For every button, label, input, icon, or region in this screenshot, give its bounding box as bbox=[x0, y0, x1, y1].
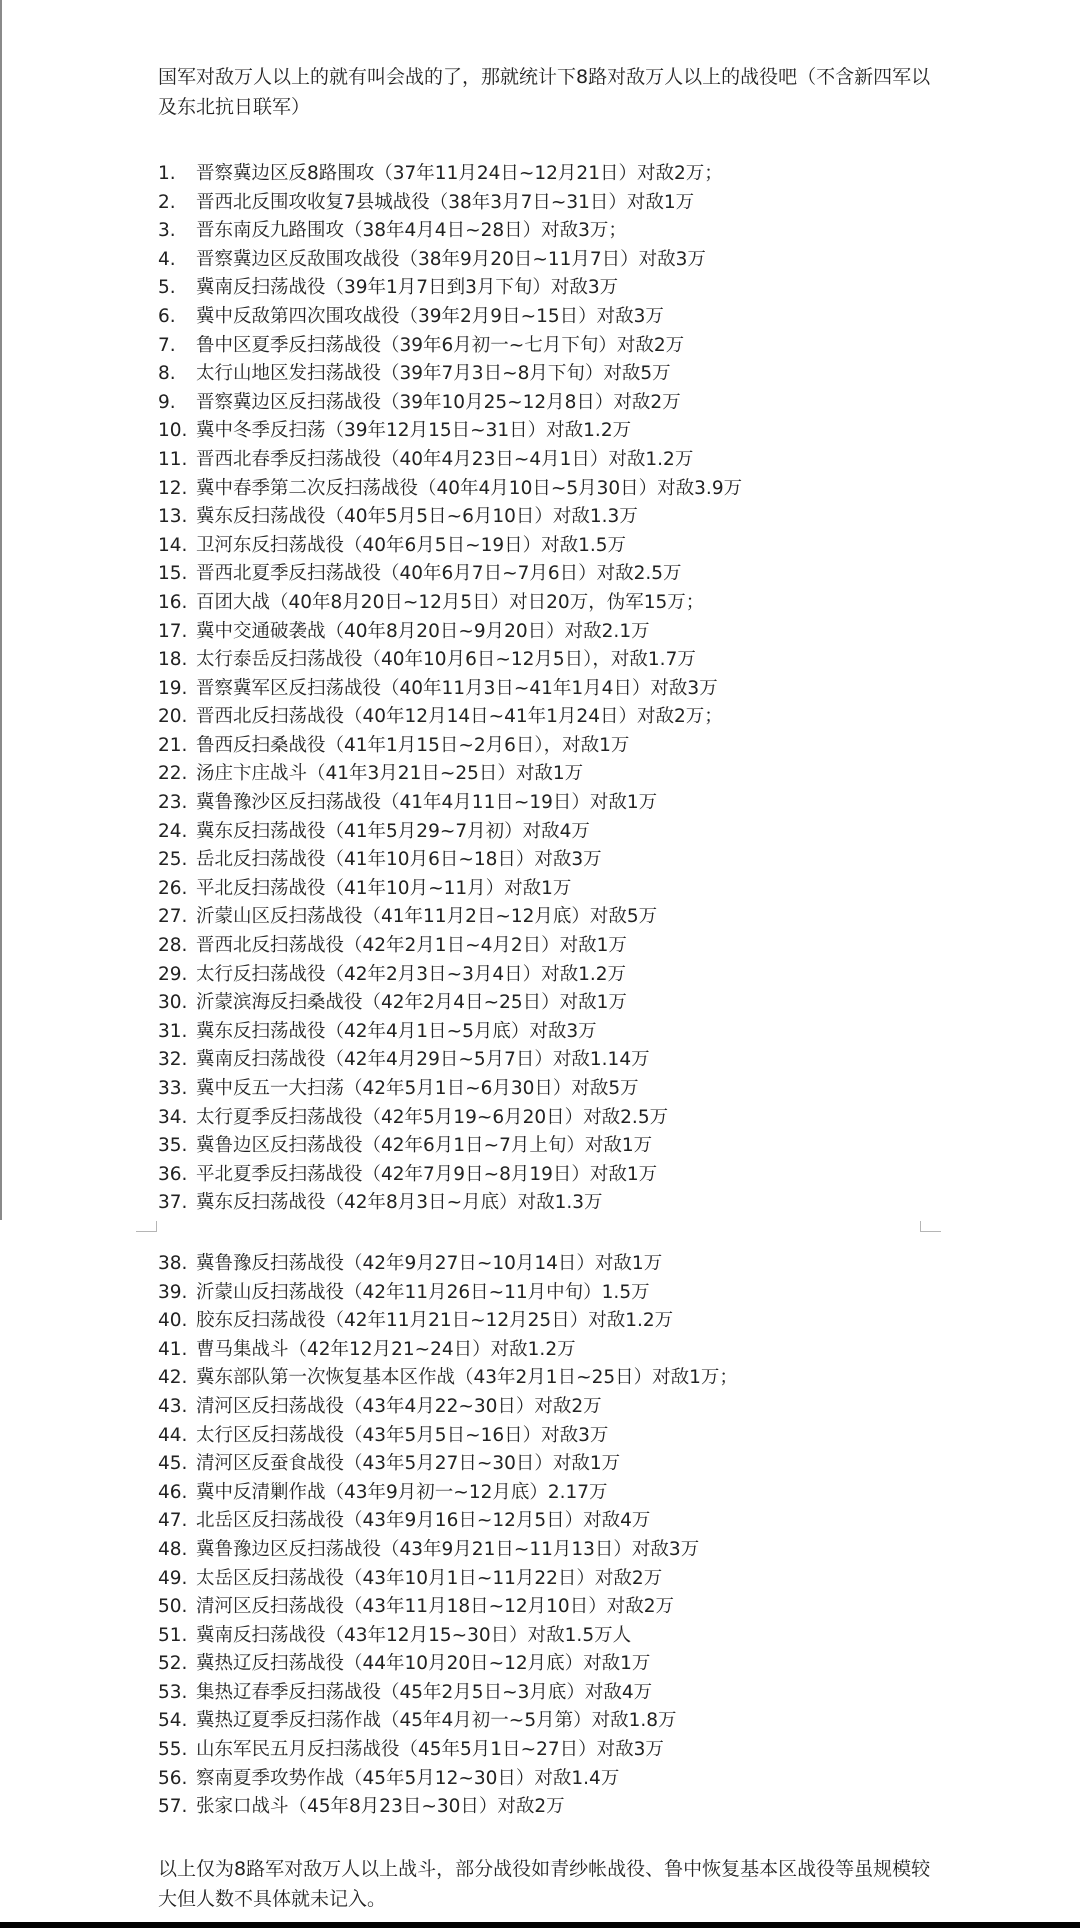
list-item-number: 51. bbox=[158, 1624, 188, 1646]
list-item-number: 1. bbox=[158, 163, 176, 184]
list-item-number: 39. bbox=[158, 1281, 188, 1303]
list-item bbox=[158, 446, 948, 475]
list-item bbox=[158, 903, 948, 932]
list-item bbox=[158, 1364, 948, 1393]
list-item-number: 42. bbox=[158, 1367, 188, 1389]
list-item-number: 20. bbox=[158, 706, 188, 728]
list-item-number: 33. bbox=[158, 1078, 188, 1099]
list-item bbox=[158, 560, 948, 589]
list-item-number: 3. bbox=[158, 220, 176, 242]
list-item-number: 54. bbox=[158, 1710, 188, 1732]
list-item-number: 38. bbox=[158, 1252, 188, 1274]
list-item-number: 11. bbox=[158, 448, 188, 470]
list-item-text: 冀中反清剿作战（43年9月初一~12月底）2.17万 bbox=[196, 1481, 608, 1503]
list-item-number: 27. bbox=[158, 906, 188, 928]
list-item-text: 百团大战（40年8月20日~12月5日）对日20万，伪军15万； bbox=[196, 591, 705, 613]
list-item-number: 24. bbox=[158, 820, 188, 842]
list-item-text: 晋察冀边区反扫荡战役（39年10月25~12月8日）对敌2万 bbox=[196, 391, 681, 413]
list-item-number: 28. bbox=[158, 935, 188, 957]
list-item-number: 14. bbox=[158, 534, 188, 556]
list-item-text: 冀东反扫荡战役（42年8月3日~月底）对敌1.3万 bbox=[196, 1192, 603, 1214]
list-item bbox=[158, 589, 948, 618]
left-edge-line bbox=[0, 0, 2, 1220]
list-item bbox=[158, 1650, 948, 1679]
list-item-text: 冀南反扫荡战役（43年12月15~30日）对敌1.5万人 bbox=[196, 1624, 632, 1646]
list-item bbox=[158, 675, 948, 704]
list-item-number: 15. bbox=[158, 563, 188, 585]
list-item-text: 冀中交通破袭战（40年8月20日~9月20日）对敌2.1万 bbox=[196, 620, 650, 642]
list-item-number: 19. bbox=[158, 677, 188, 699]
list-item-text: 鲁西反扫桑战役（41年1月15日~2月6日），对敌1万 bbox=[196, 734, 630, 756]
list-item bbox=[158, 1565, 948, 1594]
list-item-text: 冀中反敌第四次围攻战役（39年2月9日~15日）对敌3万 bbox=[196, 305, 664, 327]
list-item-number: 18. bbox=[158, 649, 188, 671]
list-item bbox=[158, 389, 948, 418]
list-item-text: 冀东反扫荡战役（40年5月5日~6月10日）对敌1.3万 bbox=[196, 506, 638, 528]
list-item-number: 40. bbox=[158, 1310, 188, 1332]
list-item-text: 沂蒙山区反扫荡战役（41年11月2日~12月底）对敌5万 bbox=[196, 906, 658, 928]
list-item-number: 52. bbox=[158, 1653, 188, 1675]
list-item-number: 29. bbox=[158, 963, 188, 985]
list-item bbox=[158, 1189, 948, 1218]
list-item bbox=[158, 1018, 948, 1047]
list-item-text: 曹马集战斗（42年12月21~24日）对敌1.2万 bbox=[196, 1338, 576, 1360]
list-item-text: 沂蒙山反扫荡战役（42年11月26日~11月中旬）1.5万 bbox=[196, 1281, 650, 1303]
list-item bbox=[158, 1450, 948, 1479]
list-item-text: 冀中春季第二次反扫荡战役（40年4月10日~5月30日）对敌3.9万 bbox=[196, 477, 743, 499]
list-item-text: 冀南反扫荡战役（42年4月29日~5月7日）对敌1.14万 bbox=[196, 1049, 650, 1071]
list-item-number: 45. bbox=[158, 1453, 188, 1475]
list-item-text: 张家口战斗（45年8月23日~30日）对敌2万 bbox=[196, 1796, 565, 1818]
list-item-number: 5. bbox=[158, 277, 176, 299]
document-body bbox=[158, 62, 948, 1914]
list-item bbox=[158, 818, 948, 847]
list-item-text: 太行夏季反扫荡战役（42年5月19~6月20日）对敌2.5万 bbox=[196, 1106, 669, 1128]
list-item-text: 冀鲁边区反扫荡战役（42年6月1日~7月上旬）对敌1万 bbox=[196, 1135, 653, 1157]
list-item-text: 岳北反扫荡战役（41年10月6日~18日）对敌3万 bbox=[196, 849, 602, 871]
list-item-text: 汤庄卞庄战斗（41年3月21日~25日）对敌1万 bbox=[196, 763, 584, 785]
list-item-number: 37. bbox=[158, 1192, 188, 1214]
list-item-number: 47. bbox=[158, 1510, 188, 1532]
list-item bbox=[158, 1793, 948, 1822]
list-item-text: 清河区反蚕食战役（43年5月27日~30日）对敌1万 bbox=[196, 1453, 621, 1475]
list-item-number: 8. bbox=[158, 363, 176, 385]
list-item-text: 晋西北夏季反扫荡战役（40年6月7日~7月6日）对敌2.5万 bbox=[196, 563, 682, 585]
list-item-number: 56. bbox=[158, 1767, 188, 1789]
list-item-text: 集热辽春季反扫荡战役（45年2月5日~3月底）对敌4万 bbox=[196, 1681, 653, 1703]
list-item bbox=[158, 875, 948, 904]
list-item-text: 冀鲁豫反扫荡战役（42年9月27日~10月14日）对敌1万 bbox=[196, 1252, 663, 1274]
list-item-number: 36. bbox=[158, 1163, 188, 1185]
list-item-number: 30. bbox=[158, 992, 188, 1014]
list-item-number: 7. bbox=[158, 334, 176, 356]
outro-paragraph: 以上仅为8路军对敌万人以上战斗，部分战役如青纱帐战役、鲁中恢复基本区战役等虽规模较大但人数不具体就未记入。 bbox=[158, 1857, 931, 1910]
list-item-text: 平北夏季反扫荡战役（42年7月9日~8月19日）对敌1万 bbox=[196, 1163, 658, 1185]
list-item-text: 晋西北反围攻收复7县城战役（38年3月7日~31日）对敌1万 bbox=[196, 191, 695, 213]
list-item bbox=[158, 332, 948, 361]
battle-list bbox=[158, 160, 948, 1822]
list-item-number: 26. bbox=[158, 877, 188, 899]
list-item bbox=[158, 1132, 948, 1161]
list-item-number: 49. bbox=[158, 1567, 188, 1589]
list-item-text: 山东军民五月反扫荡战役（45年5月1日~27日）对敌3万 bbox=[196, 1739, 664, 1761]
list-item-number: 55. bbox=[158, 1739, 188, 1761]
list-item-number: 25. bbox=[158, 849, 188, 871]
list-item-text: 太行山地区发扫荡战役（39年7月3日~8月下旬）对敌5万 bbox=[196, 363, 671, 385]
list-item-number: 35. bbox=[158, 1135, 188, 1157]
list-item bbox=[158, 417, 948, 446]
list-item-text: 北岳区反扫荡战役（43年9月16日~12月5日）对敌4万 bbox=[196, 1510, 651, 1532]
list-item bbox=[158, 961, 948, 990]
list-item bbox=[158, 1707, 948, 1736]
list-item-number: 22. bbox=[158, 763, 188, 785]
list-item bbox=[158, 360, 948, 389]
list-item-number: 9. bbox=[158, 391, 176, 413]
list-item bbox=[158, 1507, 948, 1536]
list-item-text: 冀热辽反扫荡战役（44年10月20日~12月底）对敌1万 bbox=[196, 1653, 651, 1675]
list-item-number: 12. bbox=[158, 477, 188, 499]
list-item bbox=[158, 532, 948, 561]
list-item-number: 10. bbox=[158, 420, 188, 442]
list-item bbox=[158, 1593, 948, 1622]
list-item-text: 晋察冀边区反敌围攻战役（38年9月20日~11月7日）对敌3万 bbox=[196, 248, 706, 270]
list-item-number: 21. bbox=[158, 734, 188, 756]
list-item-number: 41. bbox=[158, 1338, 188, 1360]
list-item bbox=[158, 1336, 948, 1365]
list-item-number: 34. bbox=[158, 1106, 188, 1128]
list-item-text: 冀热辽夏季反扫荡作战（45年4月初一~5月第）对敌1.8万 bbox=[196, 1710, 677, 1732]
list-item-text: 胶东反扫荡战役（42年11月21日~12月25日）对敌1.2万 bbox=[196, 1310, 674, 1332]
list-item-text: 冀中反五一大扫荡（42年5月1日~6月30日）对敌5万 bbox=[196, 1078, 639, 1099]
list-item bbox=[158, 1679, 948, 1708]
list-item bbox=[158, 1075, 948, 1104]
list-item-number: 50. bbox=[158, 1596, 188, 1618]
intro-paragraph: 国军对敌万人以上的就有叫会战的了，那就统计下8路对敌万人以上的战役吧（不含新四军以及东北抗日联军） bbox=[158, 66, 931, 118]
list-item-text: 晋西北春季反扫荡战役（40年4月23日~4月1日）对敌1.2万 bbox=[196, 448, 694, 470]
list-item bbox=[158, 789, 948, 818]
list-item bbox=[158, 1393, 948, 1422]
list-item bbox=[158, 1046, 948, 1075]
list-item-number: 57. bbox=[158, 1796, 188, 1818]
list-item-number: 23. bbox=[158, 792, 188, 814]
list-item bbox=[158, 1104, 948, 1133]
list-item-text: 清河区反扫荡战役（43年4月22~30日）对敌2万 bbox=[196, 1395, 602, 1417]
list-item-text: 晋察冀军区反扫荡战役（40年11月3日~41年1月4日）对敌3万 bbox=[196, 677, 718, 699]
list-item bbox=[158, 274, 948, 303]
list-item-text: 平北反扫荡战役（41年10月~11月）对敌1万 bbox=[196, 877, 572, 899]
list-item-number: 16. bbox=[158, 591, 188, 613]
page-corner-mark-left bbox=[136, 1221, 157, 1232]
list-item bbox=[158, 703, 948, 732]
list-item-text: 冀东反扫荡战役（41年5月29~7月初）对敌4万 bbox=[196, 820, 590, 842]
list-item-text: 冀中冬季反扫荡（39年12月15日~31日）对敌1.2万 bbox=[196, 420, 632, 442]
list-item-text: 太行区反扫荡战役（43年5月5日~16日）对敌3万 bbox=[196, 1424, 609, 1446]
list-item-text: 鲁中区夏季反扫荡战役（39年6月初一~七月下旬）对敌2万 bbox=[196, 334, 685, 356]
list-item-number: 53. bbox=[158, 1681, 188, 1703]
list-item-number: 4. bbox=[158, 248, 176, 270]
list-item-text: 晋察冀边区反8路围攻（37年11月24日~12月21日）对敌2万； bbox=[196, 163, 723, 184]
list-item-text: 晋西北反扫荡战役（42年2月1日~4月2日）对敌1万 bbox=[196, 935, 627, 957]
list-item-text: 晋东南反九路围攻（38年4月4日~28日）对敌3万； bbox=[196, 220, 627, 242]
list-item bbox=[158, 160, 948, 189]
list-item-text: 冀东部队第一次恢复基本区作战（43年2月1日~25日）对敌1万； bbox=[196, 1367, 738, 1389]
list-item-text: 察南夏季攻势作战（45年5月12~30日）对敌1.4万 bbox=[196, 1767, 620, 1789]
list-item-text: 冀鲁豫沙区反扫荡战役（41年4月11日~19日）对敌1万 bbox=[196, 792, 658, 814]
list-item-number: 6. bbox=[158, 305, 176, 327]
list-item bbox=[158, 760, 948, 789]
list-item bbox=[158, 1479, 948, 1508]
list-item-text: 太岳区反扫荡战役（43年10月1日~11月22日）对敌2万 bbox=[196, 1567, 663, 1589]
list-item bbox=[158, 732, 948, 761]
list-item-number: 32. bbox=[158, 1049, 188, 1071]
list-item bbox=[158, 217, 948, 246]
list-item-text: 太行反扫荡战役（42年2月3日~3月4日）对敌1.2万 bbox=[196, 963, 627, 985]
list-item-text: 冀南反扫荡战役（39年1月7日到3月下旬）对敌3万 bbox=[196, 277, 619, 299]
list-item bbox=[158, 303, 948, 332]
list-item bbox=[158, 1422, 948, 1451]
list-item-text: 清河区反扫荡战役（43年11月18日~12月10日）对敌2万 bbox=[196, 1596, 674, 1618]
list-item bbox=[158, 1622, 948, 1651]
list-item bbox=[158, 618, 948, 647]
list-item bbox=[158, 246, 948, 275]
list-item-number: 43. bbox=[158, 1395, 188, 1417]
list-item-number: 13. bbox=[158, 506, 188, 528]
list-item bbox=[158, 503, 948, 532]
list-item-number: 2. bbox=[158, 191, 176, 213]
list-item bbox=[158, 1161, 948, 1190]
list-item bbox=[158, 932, 948, 961]
list-item-text: 晋西北反扫荡战役（40年12月14日~41年1月24日）对敌2万； bbox=[196, 706, 723, 728]
list-item-number: 17. bbox=[158, 620, 188, 642]
list-item-text: 沂蒙滨海反扫桑战役（42年2月4日~25日）对敌1万 bbox=[196, 992, 627, 1014]
bottom-edge-bar bbox=[0, 1922, 1080, 1928]
list-item bbox=[158, 646, 948, 675]
list-item-number: 44. bbox=[158, 1424, 188, 1446]
list-item-number: 46. bbox=[158, 1481, 188, 1503]
list-item bbox=[158, 1250, 948, 1279]
list-item bbox=[158, 189, 948, 218]
list-item bbox=[158, 1765, 948, 1794]
list-item bbox=[158, 475, 948, 504]
list-item bbox=[158, 846, 948, 875]
list-item bbox=[158, 989, 948, 1018]
list-item-text: 冀鲁豫边区反扫荡战役（43年9月21日~11月13日）对敌3万 bbox=[196, 1538, 700, 1560]
list-item bbox=[158, 1736, 948, 1765]
list-item-text: 冀东反扫荡战役（42年4月1日~5月底）对敌3万 bbox=[196, 1020, 597, 1042]
list-item bbox=[158, 1279, 948, 1308]
list-item-text: 太行泰岳反扫荡战役（40年10月6日~12月5日），对敌1.7万 bbox=[196, 649, 696, 671]
list-item-number: 48. bbox=[158, 1538, 188, 1560]
list-item-number: 31. bbox=[158, 1020, 188, 1042]
list-item bbox=[158, 1536, 948, 1565]
list-item bbox=[158, 1307, 948, 1336]
list-item-text: 卫河东反扫荡战役（40年6月5日~19日）对敌1.5万 bbox=[196, 534, 627, 556]
